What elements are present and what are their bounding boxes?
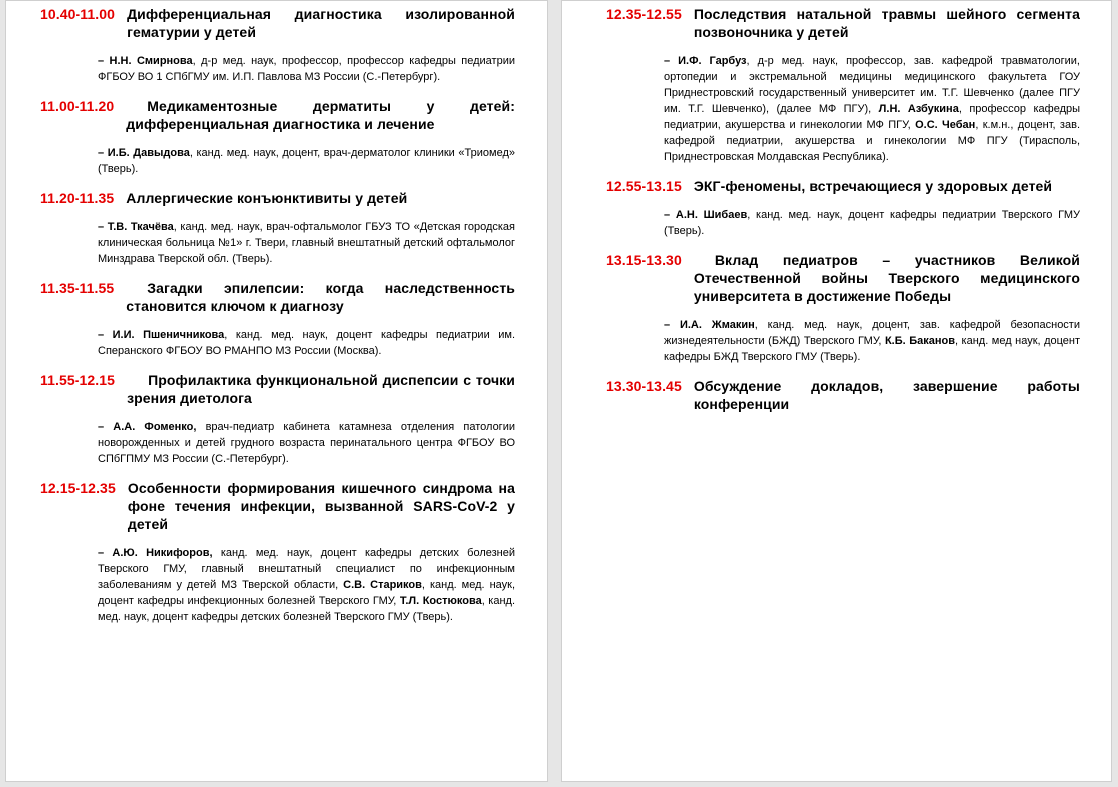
entry-speaker [98, 545, 515, 625]
entry-time: 11.55-12.15 [40, 372, 116, 388]
entry-time: 13.30-13.45 [606, 378, 682, 394]
entry-heading [606, 177, 1080, 195]
speaker-details-3: , к.м.н., доцент, зав. кафедрой педиатрии, акушерства и гинекологии МФ ПГУ (Тирасполь, Приднестровская Молдавская Республика). [664, 119, 1080, 163]
speaker-details-2: , канд. мед наук, доцент кафедры БЖД Тверского ГМУ (Тверь). [664, 335, 1081, 363]
entry-speaker [664, 207, 1080, 239]
entry-title: ЭКГ-феномены, встречающиеся у здоровых детей [693, 178, 1053, 194]
entry-speaker [98, 419, 515, 467]
entry-speaker [98, 53, 515, 85]
entry-speaker [98, 327, 515, 359]
speaker-dash: – [98, 55, 110, 67]
speaker-name: А.Н. Шибаев [675, 209, 748, 221]
speaker-dash: – [98, 147, 108, 159]
speaker-name: А.Ю. Никифоров, [112, 547, 213, 559]
entry-title: Медикаментозные дерматиты у детей: дифференциальная диагностика и лечение [126, 98, 515, 132]
entry-title: Обсуждение докладов, завершение работы конференции [693, 378, 1080, 412]
speaker-dash: – [664, 319, 680, 331]
entry-time: 12.35-12.55 [606, 6, 682, 22]
entry-time: 11.00-11.20 [40, 98, 115, 114]
entry-title: Загадки эпилепсии: когда наследственность становится ключом к диагнозу [126, 280, 515, 314]
entry-time: 12.55-13.15 [606, 178, 682, 194]
entry-title: Особенности формирования кишечного синдрома на фоне течения инфекции, вызванной SARS-CoV-2 у детей [127, 480, 515, 532]
speaker-name: И.Ф. Гарбуз [678, 55, 747, 67]
speaker-name-2: Л.Н. Азбукина [878, 103, 959, 115]
speaker-details-2: , профессор кафедры педиатрии, акушерства и гинекологии МФ ПГУ, [664, 103, 1081, 131]
program-entry [40, 479, 515, 625]
speaker-name-3: Т.Л. Костюкова [399, 595, 482, 607]
speaker-details: врач-педиатр кабинета катамнеза отделения патологии новорожденных и детей грудного возраста перинатального центра ФГБОУ ВО СПбГПМУ МЗ России (С.-Петербург). [98, 421, 515, 465]
speaker-dash: – [98, 547, 113, 559]
speaker-name-2: К.Б. Баканов [884, 335, 955, 347]
entry-time: 11.35-11.55 [40, 280, 115, 296]
speaker-details: , канд. мед. наук, врач-офтальмолог ГБУЗ ТО «Детская городская клиническая больница №1» г. Твери, главный внештатный детский офтальмолог Минздрава Тверской обл. (Тверь). [98, 221, 515, 265]
speaker-dash: – [98, 221, 108, 233]
speaker-name: И.И. Пшеничникова [112, 329, 225, 341]
entry-time: 13.15-13.30 [606, 252, 682, 268]
document-page-left [5, 0, 548, 782]
speaker-details: , д-р мед. наук, профессор, зав. кафедрой травматологии, ортопедии и экстремальной медицины медицинского факультета ГОУ Приднестровский государственный университет им. Т.Г. Шевченко (далее ПГУ им. Т.Г. Шевченко), (далее МФ ПГУ), [664, 55, 1080, 115]
program-entry [40, 279, 515, 359]
entry-title: Последствия натальной травмы шейного сегмента позвоночника у детей [693, 6, 1080, 40]
entry-speaker [98, 219, 515, 267]
entry-speaker [98, 145, 515, 177]
entry-title: Дифференциальная диагностика изолированной гематурии у детей [127, 6, 515, 40]
speaker-name: И.Б. Давыдова [107, 147, 190, 159]
entry-time: 10.40-11.00 [40, 6, 116, 22]
entry-time: 12.15-12.35 [40, 480, 116, 496]
entry-title: Вклад педиатров – участников Великой Отечественной войны Тверского медицинского университета в достижение Победы [693, 252, 1080, 304]
speaker-details-3: , канд. мед. наук, доцент кафедры детских болезней Тверского ГМУ (Тверь). [98, 595, 515, 623]
program-entry [606, 251, 1080, 365]
entry-heading [606, 5, 1080, 41]
speaker-dash: – [664, 55, 679, 67]
entry-title: Аллергические конъюнктивиты у детей [126, 190, 408, 206]
entry-heading [606, 377, 1080, 413]
program-entry [40, 189, 515, 267]
program-entry [40, 5, 515, 85]
speaker-dash: – [98, 421, 114, 433]
speaker-details: , канд. мед. наук, доцент кафедры педиатрии им. Сперанского ФГБОУ ВО РМАНПО МЗ России (Москва). [98, 329, 516, 357]
entry-heading [40, 5, 515, 41]
speaker-name: Н.Н. Смирнова [109, 55, 193, 67]
speaker-name-3: О.С. Чебан [915, 119, 976, 131]
entry-heading [40, 279, 515, 315]
entry-speaker [664, 53, 1080, 165]
program-entry [606, 377, 1080, 413]
speaker-name: Т.В. Ткачёва [107, 221, 174, 233]
entry-time: 11.20-11.35 [40, 190, 115, 206]
speaker-dash: – [664, 209, 676, 221]
entry-heading [40, 97, 515, 133]
program-entry [606, 5, 1080, 165]
speaker-details-2: , канд. мед. наук, доцент кафедры инфекционных болезней Тверского ГМУ, [98, 579, 516, 607]
speaker-name-2: С.В. Стариков [343, 579, 422, 591]
document-page-right [561, 0, 1112, 782]
speaker-dash: – [98, 329, 113, 341]
speaker-details: , канд. мед. наук, доцент, врач-дерматолог клиники «Триомед» (Тверь). [98, 147, 515, 175]
program-entry [40, 371, 515, 467]
speaker-details: , д-р мед. наук, профессор, профессор кафедры педиатрии ФГБОУ ВО 1 СПбГМУ им. И.П. Павлова МЗ России (С.-Петербург). [98, 55, 515, 83]
entry-speaker [664, 317, 1080, 365]
entry-heading [606, 251, 1080, 305]
program-entry [40, 97, 515, 177]
speaker-name: И.А. Жмакин [679, 319, 755, 331]
speaker-name: А.А. Фоменко, [113, 421, 197, 433]
entry-heading [40, 189, 515, 207]
speaker-details: , канд. мед. наук, доцент, зав. кафедрой безопасности жизнедеятельности (БЖД) Тверского ГМУ, [664, 319, 1080, 347]
speaker-details: канд. мед. наук, доцент кафедры детских болезней Тверского ГМУ, главный внештатный специалист по инфекционным заболеваниям у детей МЗ Тверской области, [98, 547, 515, 591]
entry-heading [40, 371, 515, 407]
program-entry [606, 177, 1080, 239]
entry-title: Профилактика функциональной диспепсии с точки зрения диетолога [127, 372, 515, 406]
speaker-details: , канд. мед. наук, доцент кафедры педиатрии Тверского ГМУ (Тверь). [664, 209, 1080, 237]
entry-heading [40, 479, 515, 533]
